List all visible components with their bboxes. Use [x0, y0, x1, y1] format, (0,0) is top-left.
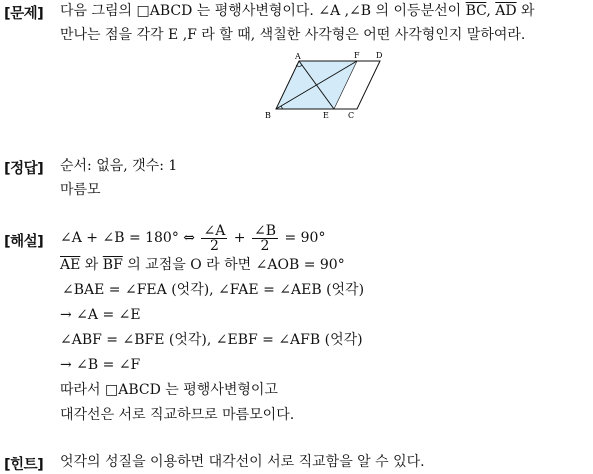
- solution-line-5: ∠ABF = ∠BFE (엇각), ∠EBF = ∠AFB (엇각): [60, 332, 363, 348]
- parallelogram-figure: [262, 48, 392, 120]
- hint-label: [힌트]: [4, 457, 44, 473]
- solution-line-1-plus: +: [229, 230, 250, 246]
- problem-line-1-pre: 다음 그림의 □ABCD 는 평행사변형이다. ∠A ,∠B 의 이등분선이: [60, 3, 466, 19]
- solution-line-4: → ∠A = ∠E: [60, 307, 141, 323]
- answer-line-2: 마름모: [60, 182, 101, 198]
- solution-line-2-post: 의 교점을 O 라 하면 ∠AOB = 90°: [122, 257, 345, 273]
- solution-line-1-pre: ∠A + ∠B = 180° ⇔: [60, 230, 200, 246]
- segment-bc: $\overline{BC}$: [465, 3, 487, 19]
- solution-line-8: 대각선은 서로 직교하므로 마름모이다.: [60, 407, 295, 423]
- fraction-a-numerator: ∠A: [203, 222, 226, 239]
- solution-line-7: 따라서 □ABCD 는 평행사변형이고: [60, 382, 278, 398]
- fraction-a-denominator: 2: [209, 237, 219, 254]
- segment-ae: $\overline{AE}$: [60, 257, 81, 273]
- solution-line-3: ∠BAE = ∠FEA (엇각), ∠FAE = ∠AEB (엇각): [62, 282, 365, 298]
- label-b: B: [265, 111, 271, 120]
- fraction-b-numerator: ∠B: [253, 222, 276, 239]
- fraction-b-half: [252, 224, 278, 253]
- solution-line-2-mid: 와: [80, 257, 103, 273]
- solution-line-6: → ∠B = ∠F: [60, 357, 141, 373]
- problem-line-2: 만나는 점을 각각 E ,F 라 할 때, 색칠한 사각형은 어떤 사각형인지 말하여라.: [60, 27, 526, 43]
- answer-label: [정답]: [4, 161, 44, 177]
- problem-line-1-post: 와: [516, 3, 535, 19]
- hint-text: 엇각의 성질을 이용하면 대각선이 서로 직교함을 알 수 있다.: [60, 454, 425, 470]
- label-c: C: [348, 111, 355, 120]
- solution-label: [해설]: [4, 234, 44, 250]
- label-e: E: [323, 111, 329, 120]
- label-a: A: [295, 52, 301, 61]
- solution-line-1: [60, 222, 325, 254]
- solution-line-1-post: = 90°: [280, 230, 326, 246]
- segment-separator: ,: [486, 3, 496, 19]
- segment-bf: $\overline{BF}$: [102, 257, 123, 273]
- label-f: F: [354, 51, 360, 60]
- fraction-a-half: [201, 224, 227, 253]
- fraction-b-denominator: 2: [260, 237, 270, 254]
- problem-label: [문제]: [4, 6, 44, 22]
- answer-line-1: 순서: 없음, 갯수: 1: [60, 158, 178, 174]
- label-d: D: [376, 51, 383, 60]
- solution-line-2: [60, 256, 345, 274]
- problem-line-1: [60, 2, 535, 20]
- segment-ad: $\overline{AD}$: [495, 3, 517, 19]
